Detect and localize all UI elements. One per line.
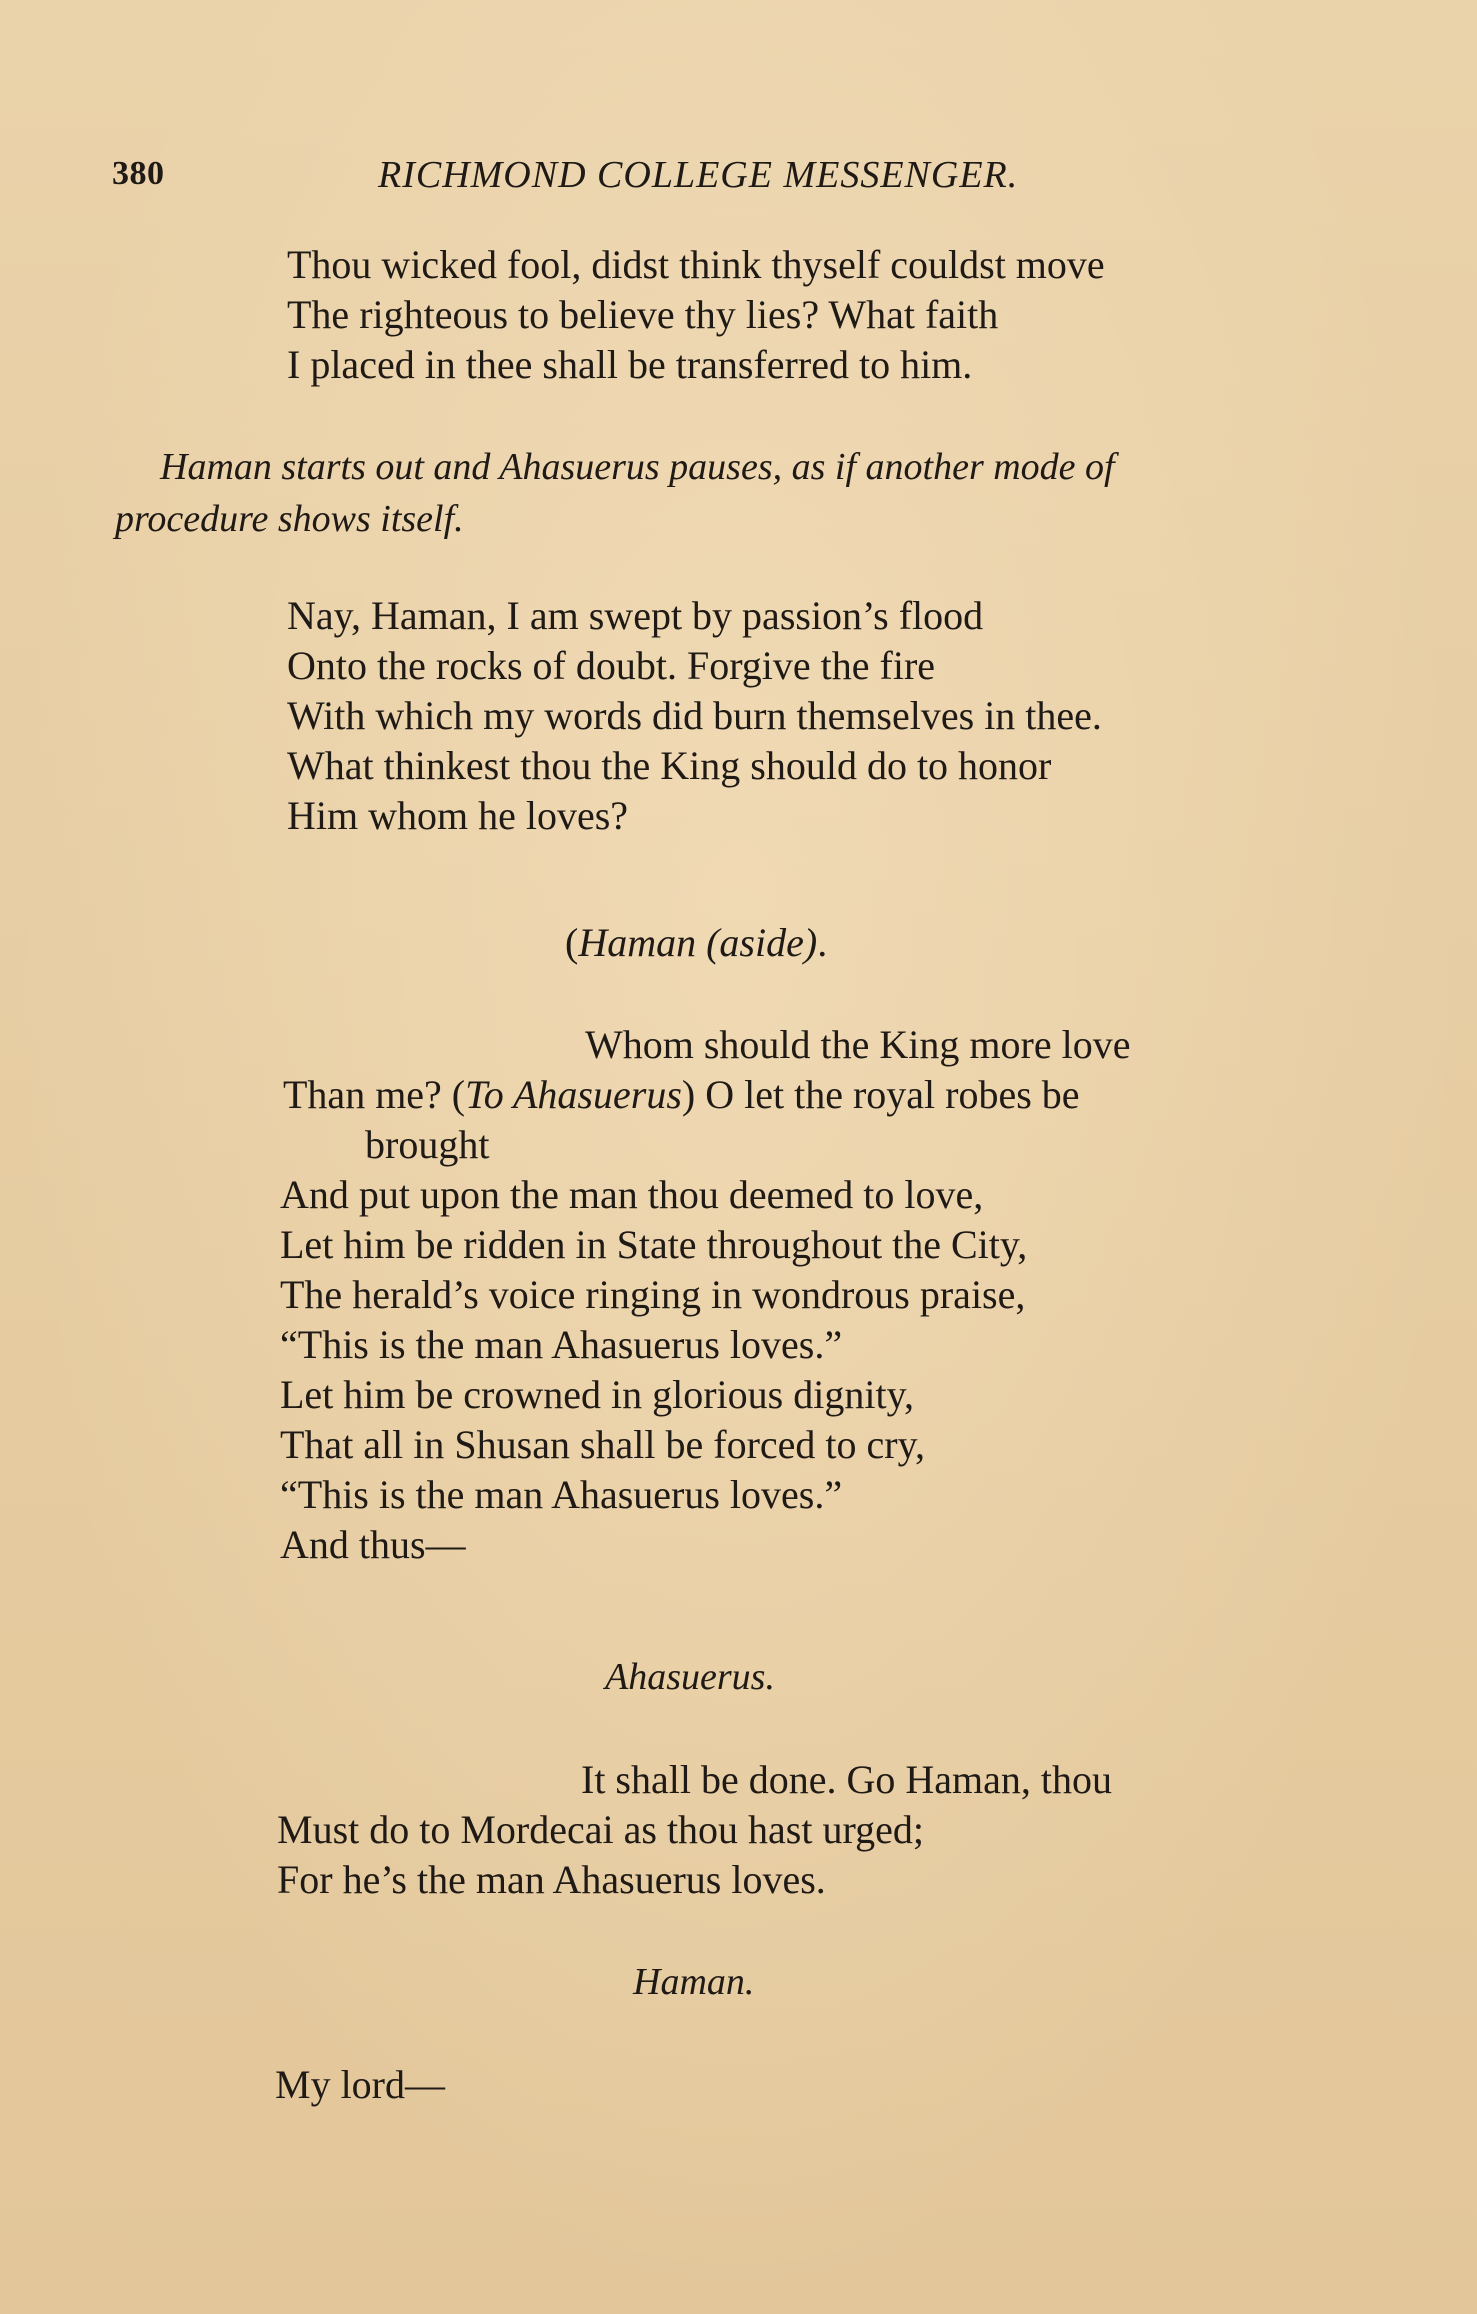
verse-line: The herald’s voice ringing in wondrous praise, — [280, 1272, 1026, 1317]
speaker-haman-aside — [565, 918, 827, 968]
verse-line: And put upon the man thou deemed to love, — [280, 1172, 984, 1217]
speaker-ahasuerus: Ahasuerus. — [605, 1656, 775, 1698]
verse-line: That all in Shusan shall be forced to cry, — [280, 1422, 925, 1467]
verse-line: Let him be crowned in glorious dignity, — [280, 1372, 914, 1417]
verse-line: Thou wicked fool, didst think thyself couldst move — [287, 242, 1105, 287]
verse-line: For he’s the man Ahasuerus loves. — [277, 1857, 826, 1902]
page-number: 380 — [112, 155, 165, 192]
verse-line: Must do to Mordecai as thou hast urged; — [277, 1807, 924, 1852]
verse-line: With which my words did burn themselves in thee. — [287, 693, 1102, 738]
stage-direction-inline: To Ahasuerus — [465, 1072, 682, 1117]
stage-direction-line-2: procedure shows itself. — [115, 498, 464, 540]
verse-line: Let him be ridden in State throughout the City, — [280, 1222, 1028, 1267]
verse-line: Onto the rocks of doubt. Forgive the fire — [287, 643, 936, 688]
verse-text: ) O let the royal robes be — [681, 1072, 1080, 1117]
speaker-name: Haman — [578, 920, 697, 965]
verse-line-continuation: brought — [365, 1122, 490, 1167]
verse-line: I placed in thee shall be transferred to him. — [287, 342, 973, 387]
verse-line: “This is the man Ahasuerus loves.” — [280, 1472, 843, 1517]
verse-line: “This is the man Ahasuerus loves.” — [280, 1322, 843, 1367]
verse-line: The righteous to believe thy lies? What faith — [287, 292, 999, 337]
paren-open: ( — [565, 920, 579, 965]
verse-block-2 — [287, 591, 1102, 841]
verse-line: Whom should the King more love — [585, 1022, 1131, 1067]
period: . — [817, 920, 828, 965]
verse-line: And thus— — [280, 1522, 466, 1567]
aside-note: (aside) — [706, 920, 818, 965]
verse-line: Him whom he loves? — [287, 793, 629, 838]
verse-line: What thinkest thou the King should do to honor — [287, 743, 1052, 788]
stage-direction-line-1: Haman starts out and Ahasuerus pauses, as if another mode of — [160, 446, 1115, 488]
verse-block-1 — [287, 240, 1105, 390]
verse-block-3 — [280, 1170, 1027, 1570]
verse-line: Nay, Haman, I am swept by passion’s flood — [287, 593, 984, 638]
verse-text: Than me? ( — [283, 1072, 466, 1117]
verse-line: It shall be done. Go Haman, thou — [581, 1757, 1112, 1802]
verse-line: My lord— — [275, 2062, 445, 2107]
verse-line-with-direction — [283, 1070, 1080, 1120]
running-head: RICHMOND COLLEGE MESSENGER. — [378, 154, 1019, 196]
speaker-haman: Haman. — [633, 1961, 755, 2003]
